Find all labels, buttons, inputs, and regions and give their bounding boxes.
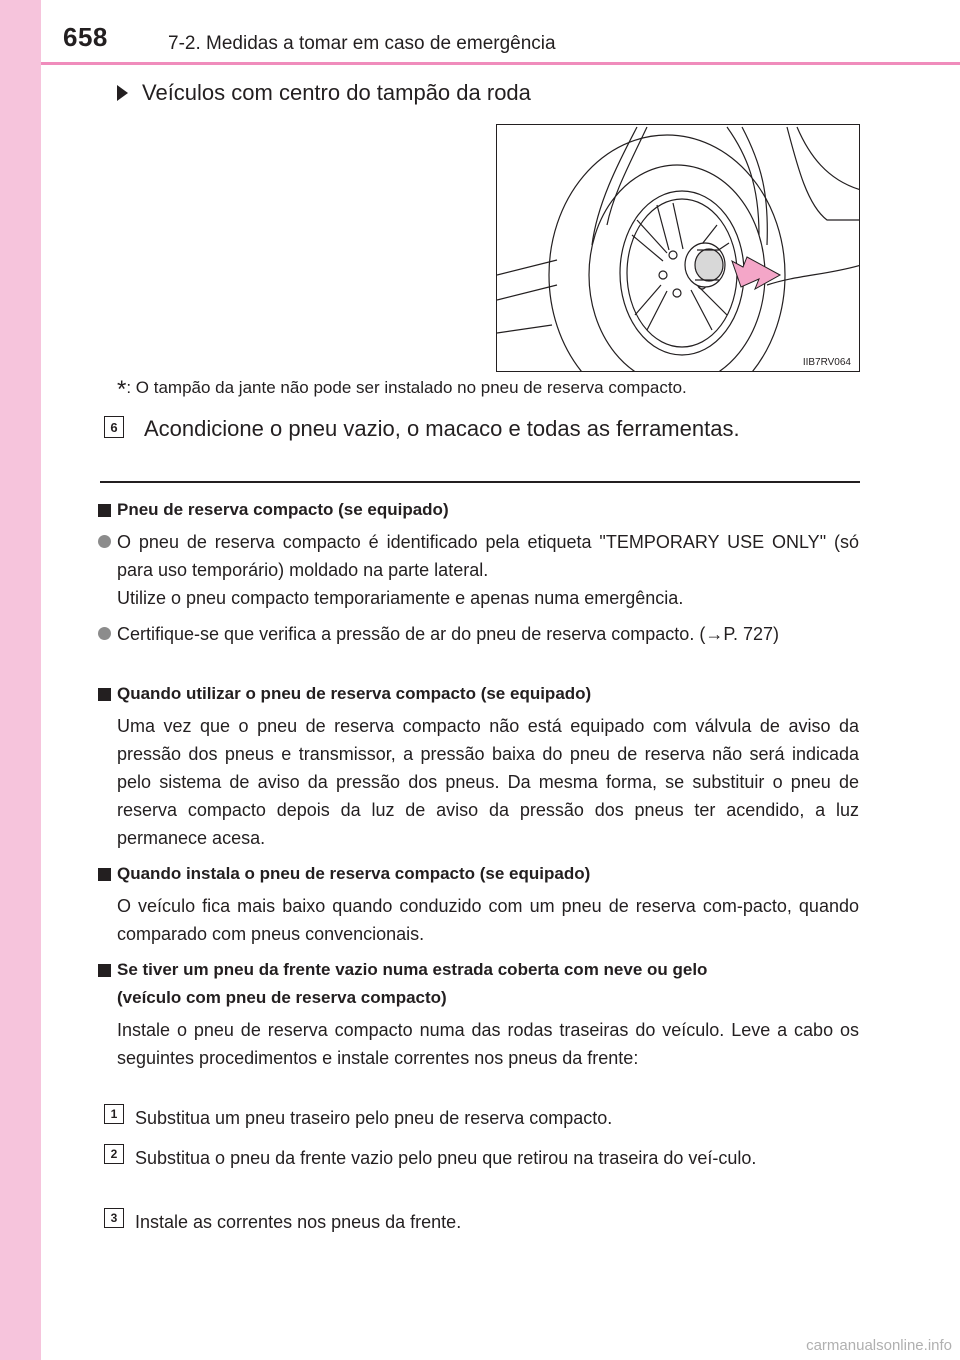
- topic-title: Quando instala o pneu de reserva compacto (se equipado): [117, 864, 591, 883]
- step-6-text: Acondicione o pneu vazio, o macaco e todas as ferramentas.: [144, 416, 740, 441]
- step-number-box: 1: [104, 1104, 124, 1124]
- topic-title: Pneu de reserva compacto (se equipado): [117, 500, 449, 519]
- bullet-continuation: Utilize o pneu compacto temporariamente e apenas numa emergência.: [117, 588, 684, 608]
- vehicle-type-text: Veículos com centro do tampão da roda: [142, 80, 531, 105]
- topic-title-line1: Se tiver um pneu da frente vazio numa estrada coberta com neve ou gelo: [117, 960, 708, 979]
- square-bullet-icon: [98, 964, 111, 977]
- watermark: carmanualsonline.info: [806, 1337, 952, 1354]
- step-number-box: 3: [104, 1208, 124, 1228]
- page-number: 658: [63, 22, 108, 52]
- triangle-bullet-icon: [117, 85, 128, 101]
- pink-side-margin: [0, 0, 41, 1360]
- square-bullet-icon: [98, 504, 111, 517]
- topic-title-line2: (veículo com pneu de reserva compacto): [117, 988, 447, 1007]
- section-divider: [100, 481, 860, 483]
- bullet-item: [98, 620, 859, 648]
- wheel-drawing: [497, 125, 860, 372]
- bullet-item: [98, 528, 859, 584]
- step-text: Substitua um pneu traseiro pelo pneu de reserva compacto.: [135, 1108, 613, 1128]
- arrow-icon: [732, 257, 780, 289]
- square-bullet-icon: [98, 688, 111, 701]
- topic-installing-compact-spare: [98, 860, 590, 888]
- topic-text: O veículo fica mais baixo quando conduzido com um pneu de reserva com-pacto, quando comparado com pneus convencionais.: [117, 896, 859, 944]
- circle-bullet-icon: [98, 535, 111, 548]
- footnote: [117, 372, 687, 403]
- topic-flat-front-tire-snow: [98, 956, 707, 1012]
- bullet-text: Certifique-se que verifica a pressão de ar do pneu de reserva compacto. (→P. 727): [117, 624, 780, 644]
- wheel-cap-illustration: [496, 124, 860, 372]
- bullet-text: O pneu de reserva compacto é identificado pela etiqueta "TEMPORARY USE ONLY" (só para uso temporário) moldado na parte lateral.: [117, 532, 859, 580]
- header-rule: [41, 62, 960, 65]
- illustration-code: IIB7RV064: [802, 357, 851, 368]
- topic-text: Uma vez que o pneu de reserva compacto não está equipado com válvula de aviso da pressão dos pneus e transmissor, a pressão baixa do pneu de reserva não será indicada pelo sistema de aviso da pressão dos pneus. Da mesma forma, se substituir o pneu de reserva compacto depois da luz de aviso da pressão dos pneus ter acendido, a luz permanece acesa.: [117, 716, 859, 848]
- footnote-text: : O tampão da jante não pode ser instalado no pneu de reserva compacto.: [126, 378, 687, 397]
- step-number-box: 2: [104, 1144, 124, 1164]
- circle-bullet-icon: [98, 627, 111, 640]
- step-text: Substitua o pneu da frente vazio pelo pneu que retirou na traseira do veí-culo.: [135, 1148, 757, 1168]
- topic-compact-spare: [98, 496, 449, 524]
- square-bullet-icon: [98, 868, 111, 881]
- topic-text: Instale o pneu de reserva compacto numa das rodas traseiras do veículo. Leve a cabo os seguintes procedimentos e instale correntes nos pneus da frente:: [117, 1020, 859, 1068]
- vehicle-type-heading: [117, 80, 531, 106]
- topic-title: Quando utilizar o pneu de reserva compacto (se equipado): [117, 684, 592, 703]
- step-number-box: 6: [104, 416, 124, 438]
- section-title: 7-2. Medidas a tomar em caso de emergência: [168, 33, 556, 54]
- step-6: [104, 416, 124, 438]
- topic-using-compact-spare: [98, 680, 591, 708]
- footnote-star: *: [117, 376, 127, 403]
- step-text: Instale as correntes nos pneus da frente.: [135, 1212, 462, 1232]
